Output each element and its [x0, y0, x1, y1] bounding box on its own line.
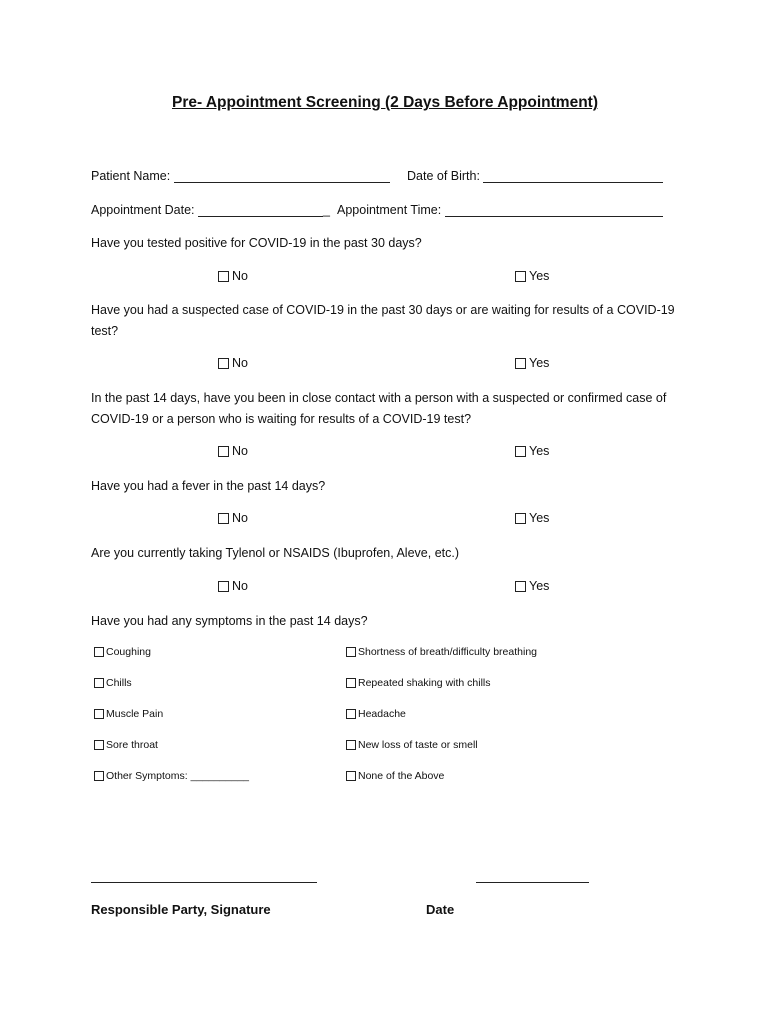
appt-time-label: Appointment Time: — [337, 203, 442, 217]
appt-time-row — [337, 202, 663, 217]
q2-no-option[interactable] — [218, 356, 248, 370]
question-5: Are you currently taking Tylenol or NSAIDS (Ibuprofen, Aleve, etc.) — [91, 546, 459, 560]
q2-no-checkbox[interactable] — [218, 358, 229, 369]
appt-date-label: Appointment Date: — [91, 203, 195, 217]
shortness-of-breath-checkbox[interactable] — [346, 647, 356, 657]
other-symptoms-label: Other Symptoms: __________ — [106, 770, 250, 782]
loss-of-taste-label: New loss of taste or smell — [358, 739, 478, 751]
question-2: Have you had a suspected case of COVID-19 in the past 30 days or are waiting for results of a COVID-19 test? — [91, 303, 675, 338]
headache-label: Headache — [358, 708, 406, 720]
q4-no-checkbox[interactable] — [218, 513, 229, 524]
q4-no-option[interactable] — [218, 511, 248, 525]
q2-yes-checkbox[interactable] — [515, 358, 526, 369]
q1-yes-label: Yes — [529, 269, 550, 283]
appt-date-field[interactable] — [198, 202, 323, 217]
q1-no-checkbox[interactable] — [218, 271, 229, 282]
q1-yes-checkbox[interactable] — [515, 271, 526, 282]
dob-label: Date of Birth: — [407, 169, 480, 183]
headache-checkbox[interactable] — [346, 709, 356, 719]
q1-no-label: No — [232, 269, 248, 283]
repeated-shaking-checkbox[interactable] — [346, 678, 356, 688]
q1-yes-option[interactable] — [515, 269, 549, 283]
date-label: Date — [426, 902, 455, 917]
coughing-label: Coughing — [106, 646, 151, 658]
dob-row — [407, 168, 663, 183]
none-of-the-above-label: None of the Above — [358, 770, 445, 782]
signature-line[interactable] — [91, 882, 317, 883]
patient-name-field[interactable] — [174, 168, 390, 183]
symptom-none[interactable] — [346, 770, 444, 782]
q5-no-option[interactable] — [218, 579, 248, 593]
q4-no-label: No — [232, 511, 248, 525]
q2-no-label: No — [232, 356, 248, 370]
symptom-coughing[interactable] — [94, 646, 151, 658]
none-of-the-above-checkbox[interactable] — [346, 771, 356, 781]
symptom-sore-throat[interactable] — [94, 739, 158, 751]
q3-no-checkbox[interactable] — [218, 446, 229, 457]
question-3: In the past 14 days, have you been in close contact with a person with a suspected or confirmed case of COVID-19 or a person who is waiting for results of a COVID-19 test? — [91, 391, 667, 426]
muscle-pain-label: Muscle Pain — [106, 708, 164, 720]
q4-yes-checkbox[interactable] — [515, 513, 526, 524]
loss-of-taste-checkbox[interactable] — [346, 740, 356, 750]
q2-yes-label: Yes — [529, 356, 550, 370]
other-symptoms-checkbox[interactable] — [94, 771, 104, 781]
q3-yes-option[interactable] — [515, 444, 549, 458]
patient-name-row — [91, 168, 390, 183]
symptom-muscle-pain[interactable] — [94, 708, 163, 720]
form-title: Pre- Appointment Screening (2 Days Before Appointment) — [171, 94, 598, 111]
appt-date-suffix: _ — [323, 203, 330, 217]
q5-no-label: No — [232, 579, 248, 593]
question-4: Have you had a fever in the past 14 days? — [91, 479, 326, 493]
dob-field[interactable] — [483, 168, 663, 183]
shortness-of-breath-label: Shortness of breath/difficulty breathing — [358, 646, 537, 658]
q3-no-label: No — [232, 444, 248, 458]
q3-yes-label: Yes — [529, 444, 550, 458]
question-1: Have you tested positive for COVID-19 in the past 30 days? — [91, 236, 422, 250]
muscle-pain-checkbox[interactable] — [94, 709, 104, 719]
sore-throat-label: Sore throat — [106, 739, 158, 751]
q5-yes-label: Yes — [529, 579, 550, 593]
q1-no-option[interactable] — [218, 269, 248, 283]
q5-yes-checkbox[interactable] — [515, 581, 526, 592]
repeated-shaking-label: Repeated shaking with chills — [358, 677, 491, 689]
chills-checkbox[interactable] — [94, 678, 104, 688]
q4-yes-label: Yes — [529, 511, 550, 525]
symptom-other[interactable] — [94, 770, 249, 782]
signature-label: Responsible Party, Signature — [91, 902, 271, 917]
symptom-repeated-shaking[interactable] — [346, 677, 491, 689]
patient-name-label: Patient Name: — [91, 169, 171, 183]
q5-no-checkbox[interactable] — [218, 581, 229, 592]
appt-date-row — [91, 202, 330, 217]
q3-yes-checkbox[interactable] — [515, 446, 526, 457]
symptom-shortness-of-breath[interactable] — [346, 646, 537, 658]
symptom-loss-of-taste[interactable] — [346, 739, 478, 751]
coughing-checkbox[interactable] — [94, 647, 104, 657]
q3-no-option[interactable] — [218, 444, 248, 458]
symptoms-question: Have you had any symptoms in the past 14 days? — [91, 614, 368, 628]
q5-yes-option[interactable] — [515, 579, 549, 593]
symptom-headache[interactable] — [346, 708, 406, 720]
chills-label: Chills — [106, 677, 132, 689]
sore-throat-checkbox[interactable] — [94, 740, 104, 750]
symptom-chills[interactable] — [94, 677, 132, 689]
q4-yes-option[interactable] — [515, 511, 549, 525]
appt-time-field[interactable] — [445, 202, 663, 217]
date-line[interactable] — [476, 882, 589, 883]
q2-yes-option[interactable] — [515, 356, 549, 370]
